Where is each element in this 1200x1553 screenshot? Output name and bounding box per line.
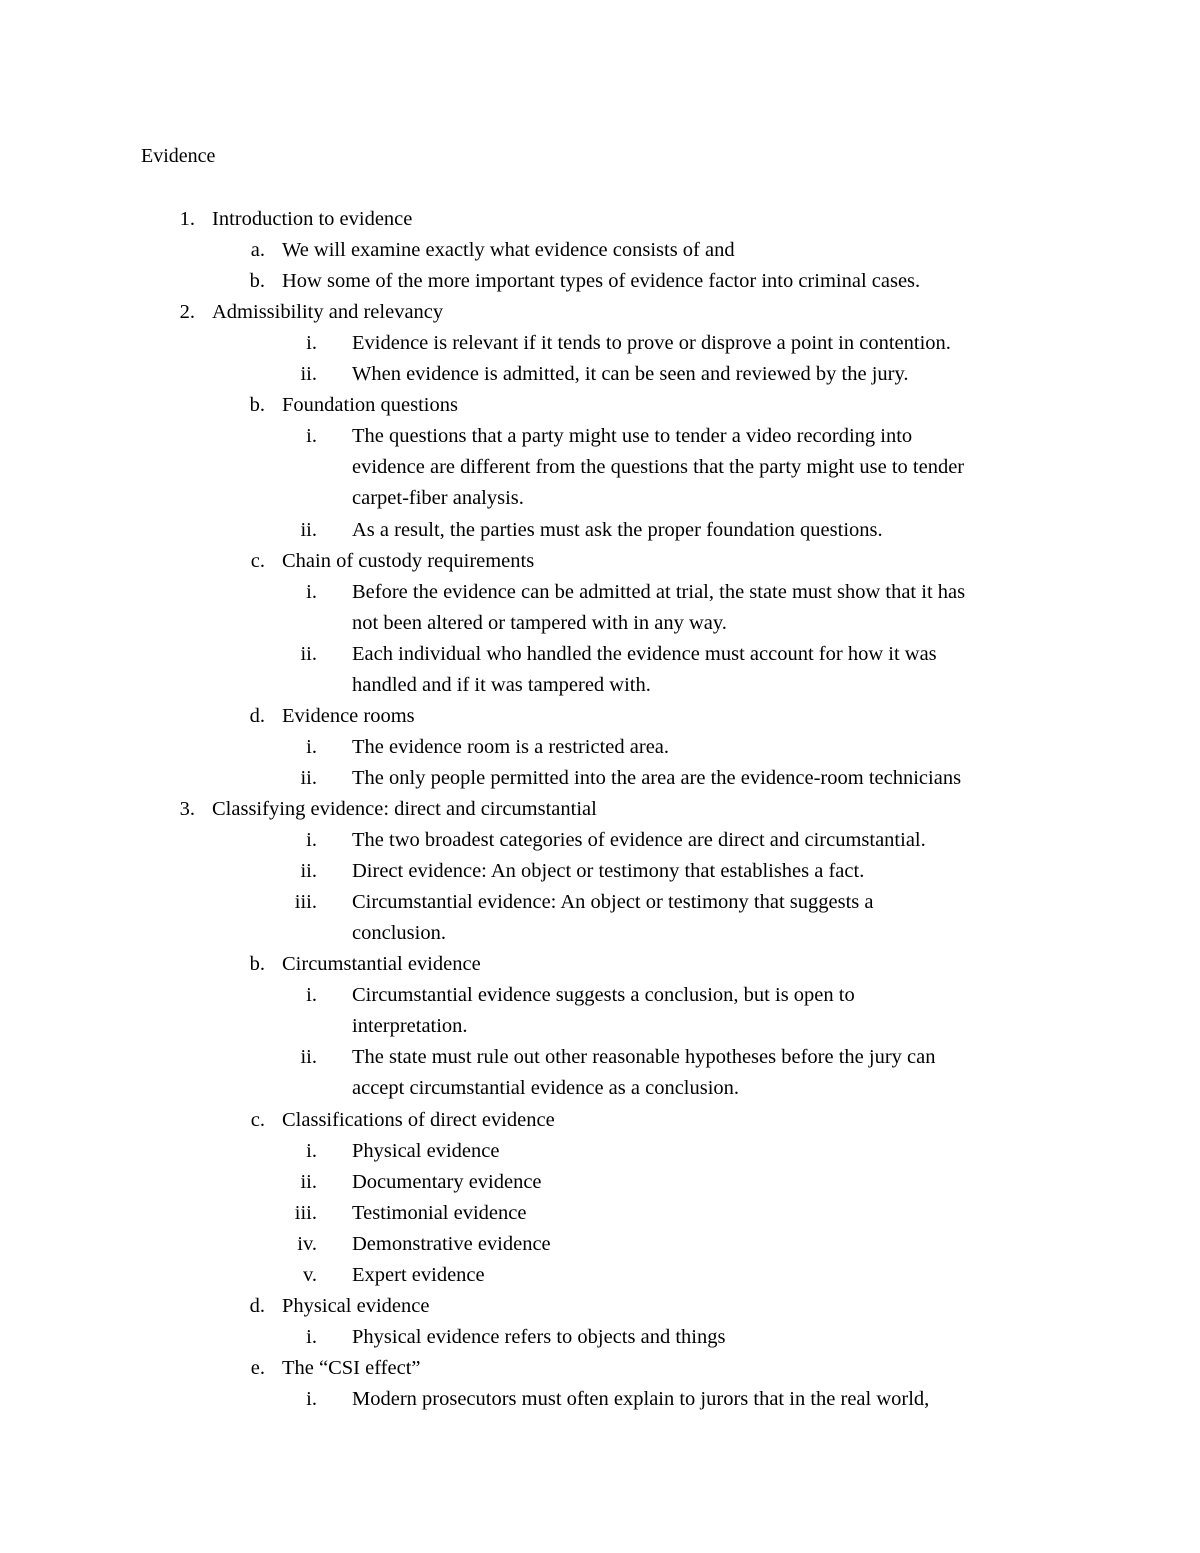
list-item-text: Physical evidence [282, 1294, 430, 1317]
list-item-text: interpretation. [352, 1015, 468, 1038]
list-item-text: Circumstantial evidence suggests a conclusion, but is open to [352, 984, 855, 1007]
list-marker: i. [306, 735, 317, 758]
list-item-text: Circumstantial evidence: An object or testimony that suggests a [352, 891, 874, 914]
list-marker: c. [250, 549, 265, 572]
list-marker: 3. [179, 798, 195, 820]
list-marker: i. [306, 332, 317, 355]
list-item-text: Physical evidence [352, 1139, 500, 1162]
list-item-text: Before the evidence can be admitted at trial, the state must show that it has [352, 580, 966, 603]
list-marker: ii. [300, 363, 317, 386]
list-marker: b. [249, 270, 265, 293]
list-item-text: not been altered or tampered with in any way. [352, 611, 727, 634]
list-item-text: Each individual who handled the evidence must account for how it was [352, 642, 937, 665]
list-marker: 1. [179, 208, 195, 230]
list-marker: v. [302, 1263, 317, 1286]
list-marker: 2. [179, 301, 195, 324]
document-title: Evidence [141, 145, 216, 167]
list-item-text: Chain of custody requirements [282, 549, 535, 572]
list-marker: i. [306, 580, 317, 603]
list-marker: i. [306, 425, 317, 448]
list-item-text: The evidence room is a restricted area. [352, 735, 670, 758]
list-marker: ii. [300, 860, 317, 883]
list-item-text: Admissibility and relevancy [212, 301, 444, 324]
list-item-text: When evidence is admitted, it can be seen and reviewed by the jury. [352, 363, 909, 386]
list-item-text: evidence are different from the questions that the party might use to tender [352, 456, 965, 479]
list-marker: ii. [300, 1170, 317, 1193]
list-item-text: Evidence rooms [282, 704, 415, 727]
list-marker: e. [250, 1356, 265, 1379]
list-marker: b. [249, 394, 265, 417]
list-item-text: handled and if it was tampered with. [352, 673, 651, 696]
list-item-text: Expert evidence [352, 1263, 485, 1286]
list-item-text: Classifications of direct evidence [282, 1108, 555, 1131]
list-marker: iii. [294, 1201, 317, 1224]
list-item-text: How some of the more important types of evidence factor into criminal cases. [282, 270, 921, 293]
list-item-text: conclusion. [352, 922, 446, 945]
list-marker: c. [250, 1108, 265, 1131]
list-marker: iv. [297, 1232, 317, 1255]
list-item-text: Circumstantial evidence [282, 953, 481, 976]
list-marker: b. [249, 953, 265, 976]
list-marker: i. [306, 984, 317, 1007]
list-item-text: The two broadest categories of evidence are direct and circumstantial. [352, 829, 926, 851]
list-marker: iii. [294, 891, 317, 914]
list-item-text: The only people permitted into the area are the evidence-room technicians [352, 766, 962, 789]
list-item-text: Physical evidence refers to objects and things [352, 1325, 726, 1348]
list-item-text: Foundation questions [282, 394, 458, 417]
list-marker: ii. [300, 518, 317, 541]
list-item-text: Documentary evidence [352, 1170, 542, 1193]
list-marker: ii. [300, 766, 317, 789]
list-item-text: We will examine exactly what evidence consists of and [282, 239, 735, 262]
list-marker: d. [249, 704, 265, 727]
list-marker: i. [306, 1139, 317, 1162]
list-item-text: The “CSI effect” [282, 1356, 421, 1379]
list-item-text: Modern prosecutors must often explain to jurors that in the real world, [352, 1387, 930, 1410]
list-item-text: Introduction to evidence [212, 208, 413, 230]
list-item-text: As a result, the parties must ask the proper foundation questions. [352, 518, 883, 541]
list-item-text: Classifying evidence: direct and circumstantial [212, 798, 597, 820]
list-marker: ii. [300, 642, 317, 665]
list-item-text: The state must rule out other reasonable hypotheses before the jury can [352, 1046, 936, 1069]
list-marker: i. [306, 1325, 317, 1348]
list-item-text: Evidence is relevant if it tends to prove or disprove a point in contention. [352, 332, 951, 355]
list-item-text: Testimonial evidence [352, 1201, 527, 1224]
list-marker: i. [306, 1387, 317, 1410]
list-marker: i. [306, 829, 317, 851]
list-item-text: carpet-fiber analysis. [352, 487, 524, 510]
list-item-text: Direct evidence: An object or testimony that establishes a fact. [352, 860, 865, 883]
list-marker: ii. [300, 1046, 317, 1069]
list-marker: d. [249, 1294, 265, 1317]
list-item-text: Demonstrative evidence [352, 1232, 551, 1255]
list-marker: a. [250, 239, 265, 262]
list-item-text: accept circumstantial evidence as a conclusion. [352, 1077, 740, 1100]
list-item-text: The questions that a party might use to tender a video recording into [352, 425, 913, 448]
